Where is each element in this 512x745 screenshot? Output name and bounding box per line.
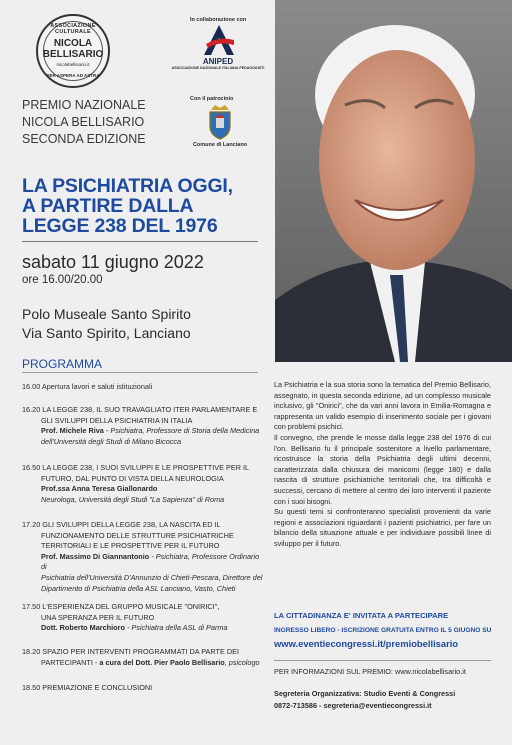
aniped-logo-icon: [202, 24, 236, 61]
program-speaker: Prof.ssa Anna Teresa Giallonardo: [41, 484, 158, 494]
program-speaker-role-cont: dell'Università degli Studi di Milano Bicocca: [41, 436, 182, 446]
entry-text: INGRESSO LIBERO - ISCRIZIONE GRATUITA ENTRO IL 5 GIUGNO SU: [274, 627, 492, 634]
title-line1: LA PSICHIATRIA OGGI,: [22, 175, 233, 197]
program-item-title: 17.20 GLI SVILUPPI DELLA LEGGE 238, LA NASCITA ED IL: [22, 520, 221, 529]
program-speaker: Prof. Michele Riva: [41, 426, 104, 436]
program-item-6: [22, 647, 264, 668]
program-speaker-role: , psicologo: [224, 657, 260, 667]
program-speaker-role: - Psichiatra, Professore di Storia della Medicina: [103, 426, 260, 436]
description-paragraph-2: Il convegno, che prende le mosse dalla legge 238 del 1976 di cui l'on. Bellisario fu il principale sostenitore a livello parlamentare, ricostruisce la storia della Psichiatria degli ultimi decenni, caratterizzata dalla chiusura dei manicomi (legge 180) e dalla nascita di strutture psichiatriche territoriali che, tra difficoltà e successi, cercano di mettere al centro dei loro interventi il paziente con i suoi bisogni.: [274, 432, 491, 506]
info-text: PER INFORMAZIONI SUL PREMIO: www.nicolabellisario.it: [274, 667, 466, 676]
description-paragraph-3: Su questi temi si confronteranno specialisti provenienti da varie regioni e associazioni riguardanti i pazienti psichiatrici, per fare un bilancio della situazione attuale e per individuare possibili linee di sviluppo per il futuro.: [274, 507, 491, 548]
program-item-title-cont: GLI SVILUPPI DELLA PSICHIATRIA IN ITALIA: [41, 415, 193, 425]
prize-heading: [22, 97, 146, 148]
invitation-text: LA CITTADINANZA E' INVITATA A PARTECIPARE: [274, 611, 449, 620]
program-item-title-cont: UNA SPERANZA PER IL FUTURO: [41, 612, 155, 622]
program-item-title: 16.20 LA LEGGE 238, IL SUO TRAVAGLIATO ITER PARLAMENTARE E: [22, 405, 258, 414]
association-arc-top: ASSOCIAZIONE CULTURALE: [50, 23, 96, 35]
program-speaker-role: - Psichiatra della ASL di Parma: [124, 623, 228, 633]
collaboration-label: In collaborazione con: [190, 17, 247, 23]
association-name-line2: BELLISARIO: [42, 49, 104, 60]
event-venue: [22, 305, 191, 343]
coat-of-arms-icon: [207, 104, 233, 145]
event-description: [274, 380, 491, 550]
program-speaker-role: Neurologa, Università degli Studi "La Sapienza" di Roma: [41, 494, 225, 504]
event-title: [22, 176, 262, 236]
program-item-title-cont: FUTURO, DAL PUNTO DI VISTA DELLA NEUROLOGIA: [41, 473, 224, 483]
description-paragraph-1: La Psichiatria e la sua storia sono la tematica del Premio Bellisario, assegnato, in questa seconda edizione, ad un complesso musicale inclusivo, gli "Onirici", che da vari anni lavora in Emilia-Romagna e rappresenta un valido esempio di inserimento sociale per i giovani con problemi psichici.: [274, 380, 491, 432]
program-item-title: 16.00 Apertura lavori e saluti istituzionali: [22, 382, 153, 391]
program-item-title-cont: TERRITORIALI E LE PROSPETTIVE PER IL FUTURO: [41, 541, 220, 551]
program-item-title: 17.50 L'ESPERIENZA DEL GRUPPO MUSICALE "ONIRICI",: [22, 602, 220, 611]
program-heading: PROGRAMMA: [22, 357, 103, 371]
association-logo: [36, 14, 110, 88]
secretariat-line1: Segreteria Organizzativa: Studio Eventi & Congressi: [274, 689, 456, 698]
prize-line2: NICOLA BELLISARIO: [22, 115, 145, 129]
association-name-line1: NICOLA: [53, 38, 93, 49]
program-item-4: [22, 520, 264, 594]
association-arc-bottom: PER ASPERA AD ASTRA: [46, 73, 100, 78]
program-item-title: 18.20 SPAZIO PER INTERVENTI PROGRAMMATI DA PARTE DEI: [22, 647, 240, 656]
program-item-7: [22, 683, 264, 694]
patronage-entity: Comune di Lanciano: [192, 142, 248, 148]
secretariat-line2: 0872-713586 - segreteria@eventiecongressi.it: [274, 701, 432, 710]
title-line3: LEGGE 238 DEL 1976: [22, 215, 218, 237]
program-item-title-cont: FUNZIONAMENTO DELLE STRUTTURE PSICHIATRICHE: [41, 530, 234, 540]
program-item-title-cont: PARTECIPANTI -: [41, 657, 100, 667]
program-speaker: Dott. Roberto Marchioro: [41, 623, 125, 633]
program-speaker: a cura del Dott. Pier Paolo Bellisario: [99, 657, 225, 667]
title-divider: [22, 241, 258, 242]
program-item-3: [22, 463, 264, 505]
prize-line1: PREMIO NAZIONALE: [22, 98, 146, 112]
program-item-1: [22, 382, 264, 393]
event-date: sabato 11 giugno 2022: [22, 252, 204, 272]
program-divider: [22, 372, 258, 373]
prize-line3: SECONDA EDIZIONE: [22, 132, 146, 146]
portrait-photo: [275, 0, 512, 362]
program-item-2: [22, 405, 264, 447]
program-item-title: 16.50 LA LEGGE 238, I SUOI SVILUPPI E LE PROSPETTIVE PER IL: [22, 463, 250, 472]
aniped-subtitle: ASSOCIAZIONE NAZIONALE ITALIANA PEDAGOGISTI: [171, 66, 265, 70]
aniped-name: ANIPED: [202, 57, 234, 66]
footer-divider: [274, 660, 491, 661]
program-speaker-role: - Psichiatra, Professore Ordinario di: [41, 551, 260, 572]
event-time: ore 16.00/20.00: [22, 274, 103, 286]
association-website: nicolabellisario.it: [56, 62, 90, 67]
venue-line1: Polo Museale Santo Spirito: [22, 306, 191, 322]
title-line2: A PARTIRE DALLA: [22, 195, 194, 217]
registration-link[interactable]: www.eventiecongressi.it/premiobellisario: [274, 638, 459, 649]
venue-line2: Via Santo Spirito, Lanciano: [22, 325, 191, 341]
program-speaker-role-cont: Psichiatria dell'Università D'Annunzio di Chieti-Pescara, Direttore del: [41, 572, 263, 582]
program-speaker: Prof. Massimo Di Giannantonio: [41, 551, 150, 561]
patronage-label: Con il patrocinio: [190, 96, 234, 102]
program-item-5: [22, 602, 264, 634]
program-speaker-role-cont: Dipartimento di Psichiatria della ASL Lanciano, Vasto, Chieti: [41, 583, 236, 593]
program-item-title: 18.50 PREMIAZIONE E CONCLUSIONI: [22, 683, 153, 692]
